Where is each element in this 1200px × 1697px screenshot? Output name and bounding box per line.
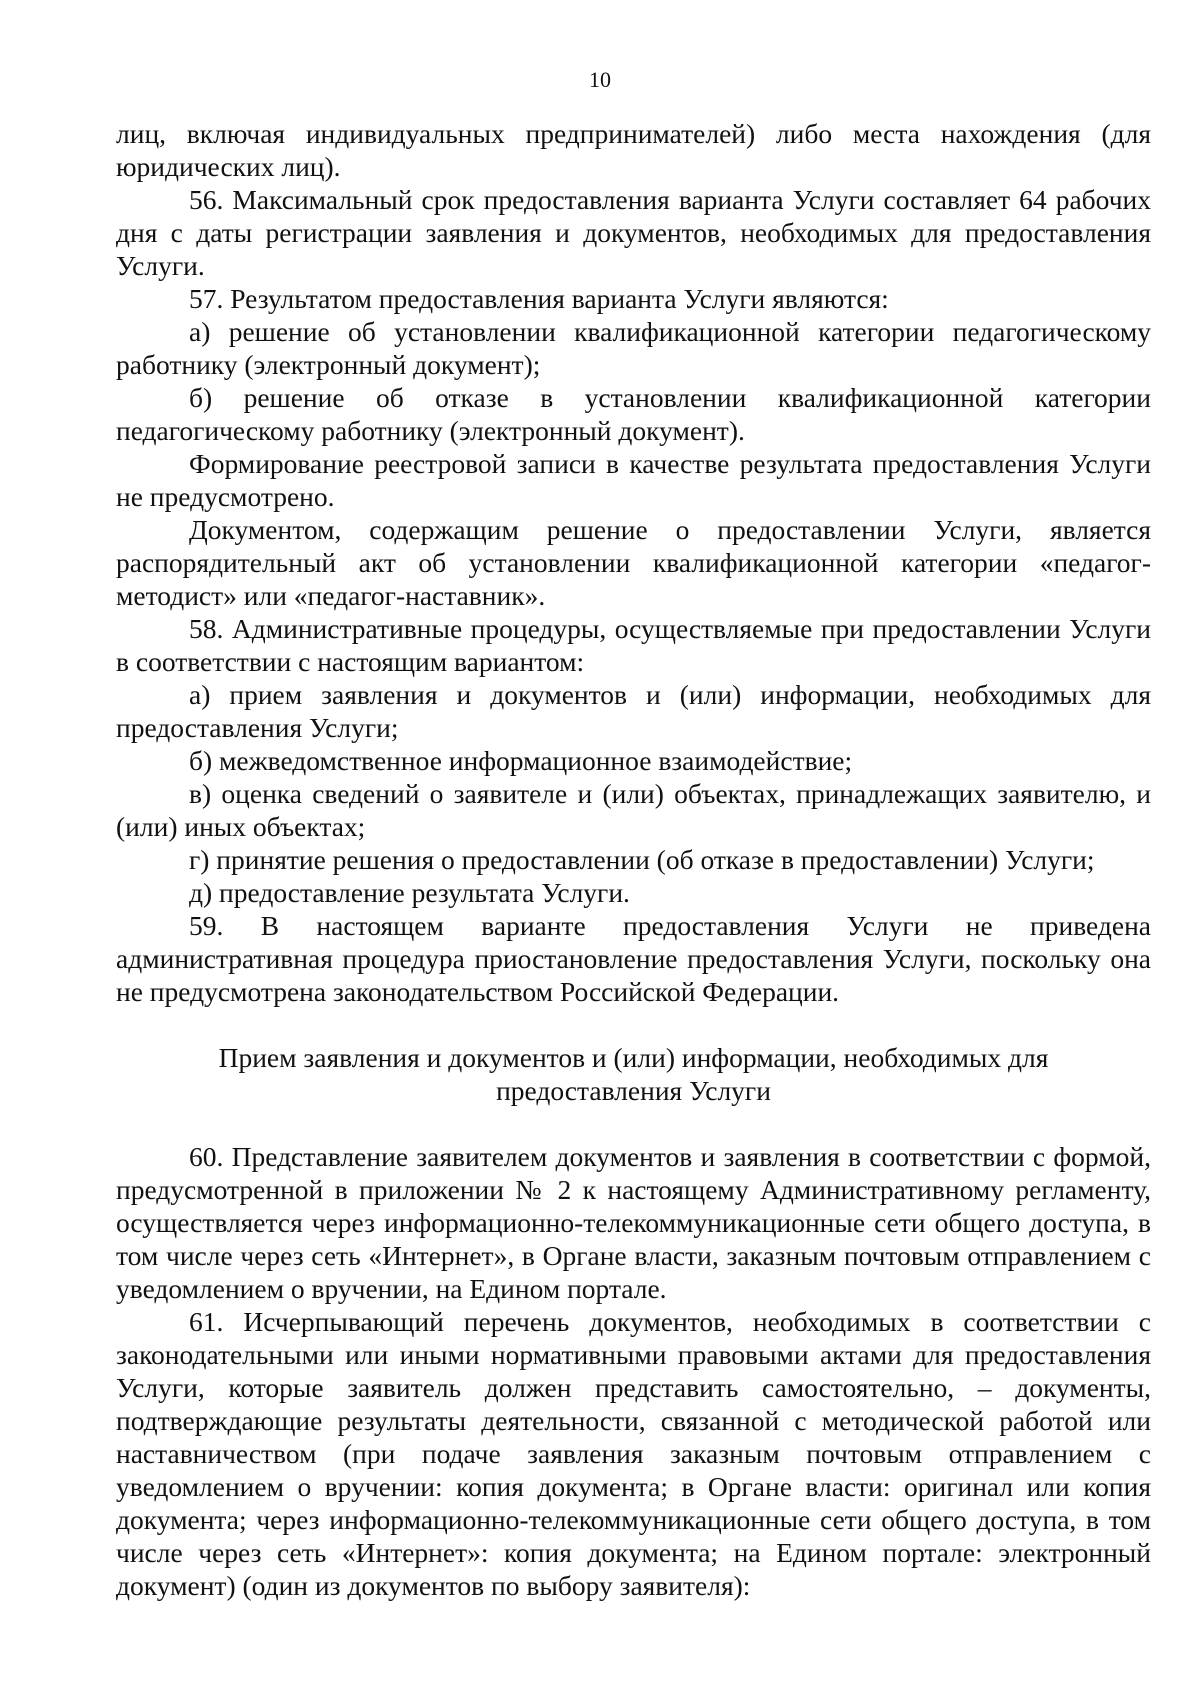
- document-body: [116, 117, 1151, 1602]
- paragraph-60: 60. Представление заявителем документов и заявления в соответствии с формой, предусмотренной в приложении № 2 к настоящему Административному регламенту, осуществляется через информационно-телекоммуникационные сети общего доступа, в том числе через сеть «Интернет», в Органе власти, заказным почтовым отправлением с уведомлением о вручении, на Едином портале.: [116, 1141, 1151, 1304]
- paragraph-58-g: г) принятие решения о предоставлении (об отказе в предоставлении) Услуги;: [189, 844, 1095, 875]
- paragraph-58-v: в) оценка сведений о заявителе и (или) объектах, принадлежащих заявителю, и (или) иных объектах;: [116, 778, 1151, 842]
- paragraph-58: 58. Административные процедуры, осуществляемые при предоставлении Услуги в соответствии с настоящим вариантом:: [116, 613, 1151, 677]
- section-heading-line-2: предоставления Услуги: [496, 1075, 771, 1106]
- paragraph-59: 59. В настоящем варианте предоставления Услуги не приведена административная процедура приостановление предоставления Услуги, поскольку она не предусмотрена законодательством Российской Федерации.: [116, 910, 1151, 1007]
- paragraph-58-d: д) предоставление результата Услуги.: [189, 877, 630, 908]
- page-number: 10: [589, 67, 611, 92]
- paragraph-continuation: лиц, включая индивидуальных предпринимателей) либо места нахождения (для юридических лиц).: [116, 118, 1151, 182]
- paragraph-57-a: а) решение об установлении квалификационной категории педагогическому работнику (электронный документ);: [116, 316, 1151, 380]
- section-heading: [116, 1041, 1151, 1107]
- paragraph-57: 57. Результатом предоставления варианта Услуги являются:: [189, 283, 889, 314]
- paragraph-57-b: б) решение об отказе в установлении квалификационной категории педагогическому работнику (электронный документ).: [116, 382, 1151, 446]
- paragraph-61: 61. Исчерпывающий перечень документов, необходимых в соответствии с законодательными или иными нормативными правовыми актами для предоставления Услуги, которые заявитель должен представить самостоятельно, – документы, подтверждающие результаты деятельности, связанной с методической работой или наставничеством (при подаче заявления заказным почтовым отправлением с уведомлением о вручении: копия документа; в Органе власти: оригинал или копия документа; через информационно-телекоммуникационные сети общего доступа, в том числе через сеть «Интернет»: копия документа; на Едином портале: электронный документ) (один из документов по выбору заявителя):: [116, 1306, 1151, 1601]
- paragraph-56: 56. Максимальный срок предоставления варианта Услуги составляет 64 рабочих дня с даты регистрации заявления и документов, необходимых для предоставления Услуги.: [116, 184, 1151, 281]
- paragraph-58-b: б) межведомственное информационное взаимодействие;: [189, 745, 853, 776]
- paragraph-registry-note: Формирование реестровой записи в качестве результата предоставления Услуги не предусмотрено.: [116, 448, 1151, 512]
- paragraph-decision-document: Документом, содержащим решение о предоставлении Услуги, является распорядительный акт об установлении квалификационной категории «педагог-методист» или «педагог-наставник».: [116, 514, 1151, 611]
- section-heading-line-1: Прием заявления и документов и (или) информации, необходимых для: [218, 1042, 1049, 1073]
- paragraph-58-a: а) прием заявления и документов и (или) информации, необходимых для предоставления Услуги;: [116, 679, 1151, 743]
